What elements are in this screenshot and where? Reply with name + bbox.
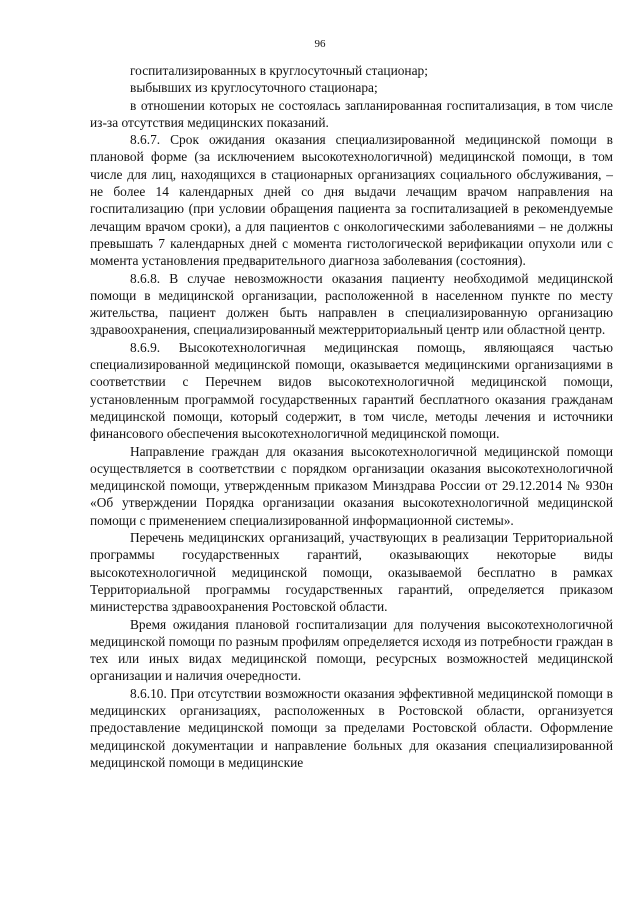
paragraph-referral-procedure: Направление граждан для оказания высокотехнологичной медицинской помощи осуществляется в соответствии с порядком организации оказания высокотехнологичной медицинской помощи, утвержденным приказом Минздрава России от 29.12.2014 № 930н «Об утверждении Порядка организации оказания высокотехнологичной медицинской помощи с применением специализированной информационной системы». [90, 443, 613, 528]
paragraph-list-item-not-hospitalized: в отношении которых не состоялась запланированная госпитализация, в том числе из-за отсутствия медицинских показаний. [90, 97, 613, 130]
paragraph-8-6-10: 8.6.10. При отсутствии возможности оказания эффективной медицинской помощи в медицинских организациях, расположенных в Ростовской области, организуется предоставление медицинской помощи за пределами Ростовской области. Оформление медицинской документации и направление больных для оказания специализированной медицинской помощи в медицинские [90, 685, 613, 770]
paragraph-waiting-time: Время ожидания плановой госпитализации для получения высокотехнологичной медицинской помощи по разным профилям определяется исходя из потребности граждан в тех или иных видах медицинской помощи, ресурсных возможностей медицинской организации и наличия очередности. [90, 616, 613, 684]
paragraph-8-6-9: 8.6.9. Высокотехнологичная медицинская помощь, являющаяся частью специализированной медицинской помощи, оказывается медицинскими организациями в соответствии с Перечнем видов высокотехнологичной медицинской помощи, установленным программой государственных гарантий бесплатного оказания гражданам медицинской помощи, который содержит, в том числе, методы лечения и источники финансового обеспечения высокотехнологичной медицинской помощи. [90, 339, 613, 442]
paragraph-list-item-discharged: выбывших из круглосуточного стационара; [130, 80, 378, 96]
document-body [90, 62, 613, 771]
paragraph-organizations-list: Перечень медицинских организаций, участвующих в реализации Территориальной программы государственных гарантий, оказывающих некоторые виды высокотехнологичной медицинской помощи, оказываемой бесплатно в рамках Территориальной программы государственных гарантий, определяется приказом министерства здравоохранения Ростовской области. [90, 530, 613, 615]
page-number: 96 [314, 38, 326, 50]
paragraph-list-item-hospitalized: госпитализированных в круглосуточный стационар; [130, 63, 428, 78]
paragraph-8-6-7: 8.6.7. Срок ожидания оказания специализированной медицинской помощи в плановой форме (за исключением высокотехнологичной) медицинской помощи, в том числе для лиц, находящихся в стационарных организациях социального обслуживания, – не более 14 календарных дней со дня выдачи лечащим врачом направления на госпитализацию (при условии обращения пациента за госпитализацией в рекомендуемые лечащим врачом сроки), а для пациентов с онкологическими заболеваниями – не должны превышать 7 календарных дней с момента гистологической верификации опухоли или с момента установления предварительного диагноза заболевания (состояния). [90, 132, 613, 269]
paragraph-8-6-8: 8.6.8. В случае невозможности оказания пациенту необходимой медицинской помощи в медицинской организации, расположенной в населенном пункте по месту жительства, пациент должен быть направлен в специализированную организацию здравоохранения, специализированный межтерриториальный центр или областной центр. [90, 270, 613, 338]
